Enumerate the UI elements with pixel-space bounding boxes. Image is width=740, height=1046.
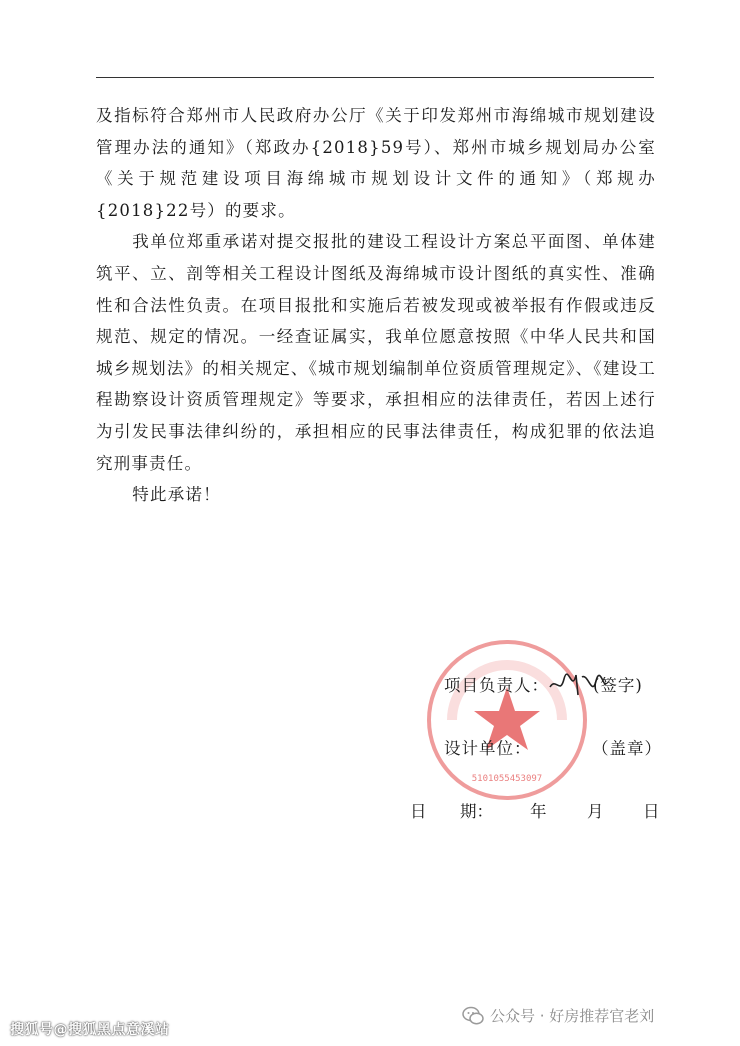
design-unit-label: 设计单位： [444, 739, 532, 758]
date-day-label: 日 [410, 802, 427, 821]
official-seal [422, 635, 592, 805]
date-year-label: 年 [530, 802, 547, 821]
paragraph-requirements: 及指标符合郑州市人民政府办公厅《关于印发郑州市海绵城市规划建设管理办法的通知》（郑政办{2018}59号）、郑州市城乡规划局办公室《关于规范建设项目海绵城市规划设计文件的通知》（郑规办{2018}22号）的要求。 [96, 106, 656, 220]
paragraph-commitment: 我单位郑重承诺对提交报批的建设工程设计方案总平面图、单体建筑平、立、剖等相关工程设计图纸及海绵城市设计图纸的真实性、准确性和合法性负责。在项目报批和实施后若被发现或被举报有作假或违反规范、规定的情况。一经查证属实，我单位愿意按照《中华人民共和国城乡规划法》的相关规定、《城市规划编制单位资质管理规定》、《建设工程勘察设计资质管理规定》等要求，承担相应的法律责任，若因上述行为引发民事法律纠纷的，承担相应的民事法律责任，构成犯罪的依法追究刑事责任。 [96, 232, 656, 473]
design-unit-row [444, 735, 532, 759]
seal-note: （盖章） [592, 739, 662, 758]
date-month-label: 月 [587, 802, 604, 821]
project-leader-label: 项目负责人： [444, 676, 549, 695]
seal-note-row [592, 735, 662, 759]
top-rule [96, 77, 654, 78]
paragraph-closing: 特此承诺！ [132, 485, 221, 505]
sign-note: (签字) [593, 676, 643, 695]
watermark-wechat [462, 1005, 654, 1026]
wechat-icon [462, 1006, 484, 1026]
date-date-label: 日 [643, 802, 660, 821]
sign-note-row [593, 672, 643, 696]
document-body [96, 100, 656, 511]
project-leader-row [444, 672, 549, 696]
watermark-wechat-text: 公众号 · 好房推荐官老刘 [490, 1007, 655, 1025]
watermark-sohu: 搜狐号@搜狐黑点意溪站 [10, 1022, 170, 1038]
seal-number: 5101055453097 [471, 774, 543, 784]
date-period-label: 期： [460, 802, 493, 821]
